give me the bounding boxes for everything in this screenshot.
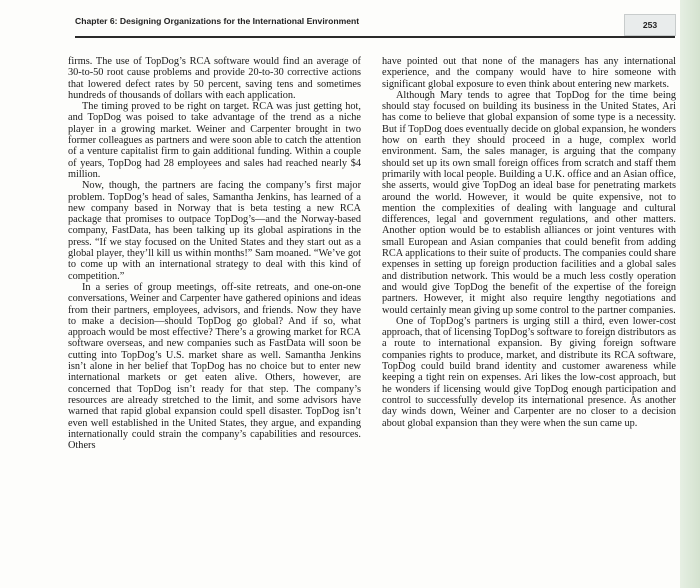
chapter-title: Chapter 6: Designing Organizations for the International Environment	[75, 16, 360, 26]
paragraph: firms. The use of TopDog’s RCA software would find an average of 30-to-50 root cause problems and provide 20-to-30 corrective actions that lowered defect rates by 50 percent, saving tens and sometimes hundreds of thousands of dollars with each application.	[68, 56, 361, 101]
left-column	[68, 56, 361, 451]
paragraph: The timing proved to be right on target. RCA was just getting hot, and TopDog was poised to take advantage of the trend as a niche player in a growing market. Weiner and Carpenter brought in two former colleagues as partners and were soon able to catch the attention of a venture capitalist firm to gain additional funding. Within a couple of years, TopDog had 28 employees and sales had reached nearly $4 million.	[68, 101, 361, 180]
page-number-box	[624, 14, 676, 36]
paragraph: Although Mary tends to agree that TopDog for the time being should stay focused on building its business in the United States, Ari has come to believe that global expansion of some type is a necessity. But if TopDog does eventually decide on global expansion, he wonders how on earth they should proceed in a huge, complex world environment. Sam, the sales manager, is arguing that the company should set up its own small foreign offices from scratch and staff them primarily with local people. Building a U.K. office and an Asian office, she asserts, would give TopDog an ideal base for penetrating markets around the world. However, it would be quite expensive, not to mention the complexities of dealing with language and cultural differences, legal and government regulations, and other matters. Another option would be to establish alliances or joint ventures with small European and Asian companies that could benefit from adding RCA applications to their suite of products. The companies could share expenses in setting up foreign production facilities and a global sales and distribution network. This would be a much less costly operation and would give TopDog the benefit of the expertise of the foreign partners. However, it might also require lengthy negotiations and would certainly mean giving up some control to the partner companies.	[382, 89, 676, 316]
page-number: 253	[642, 20, 658, 30]
paragraph: In a series of group meetings, off-site retreats, and one-on-one conversations, Weiner and Carpenter have gathered opinions and ideas from their partners, employees, advisors, and friends. Now they have to make a decision—should TopDog go global? And if so, what approach would be most effective? There’s a growing market for RCA software overseas, and new companies such as FastData will soon be cutting into TopDog’s U.S. market share as well. Samantha Jenkins isn’t alone in her belief that TopDog has no choice but to enter new international markets or get eaten alive. Others, however, are concerned that TopDog isn’t ready for that step. The company’s resources are already stretched to the limit, and some advisors have warned that rapid global expansion could spell disaster. TopDog isn’t even well established in the United States, they argue, and expanding internationally could strain the company’s capabilities and resources. Others	[68, 281, 361, 452]
running-header	[75, 14, 675, 36]
header-rule	[75, 36, 675, 38]
page-edge	[680, 0, 700, 588]
paragraph: One of TopDog’s partners is urging still a third, even lower-cost approach, that of licensing TopDog’s software to foreign distributors as a route to international expansion. By giving foreign software companies rights to produce, market, and distribute its RCA software, TopDog could build brand identity and customer awareness while keeping a tight rein on expenses. Ari likes the low-cost approach, but he wonders if licensing would give TopDog enough participation and control to successfully develop its international presence. As another day winds down, Weiner and Carpenter are no closer to a decision about global expansion than they were when the sun came up.	[382, 315, 676, 429]
paragraph: Now, though, the partners are facing the company’s first major problem. TopDog’s head of sales, Samantha Jenkins, has learned of a new company based in Norway that is beta testing a new RCA package that promises to outpace TopDog’s—and the Norway-based company, FastData, has been talking up its global aspirations in the press. “If we stay focused on the United States and they start out as a global player, they’ll kill us within months!” Sam moaned. “We’ve got to come up with an international strategy to deal with this kind of competition.”	[68, 180, 361, 282]
paragraph: have pointed out that none of the managers has any international experience, and the company would have to hire someone with significant global exposure to even think about entering new markets.	[382, 56, 676, 90]
right-column	[382, 56, 676, 429]
